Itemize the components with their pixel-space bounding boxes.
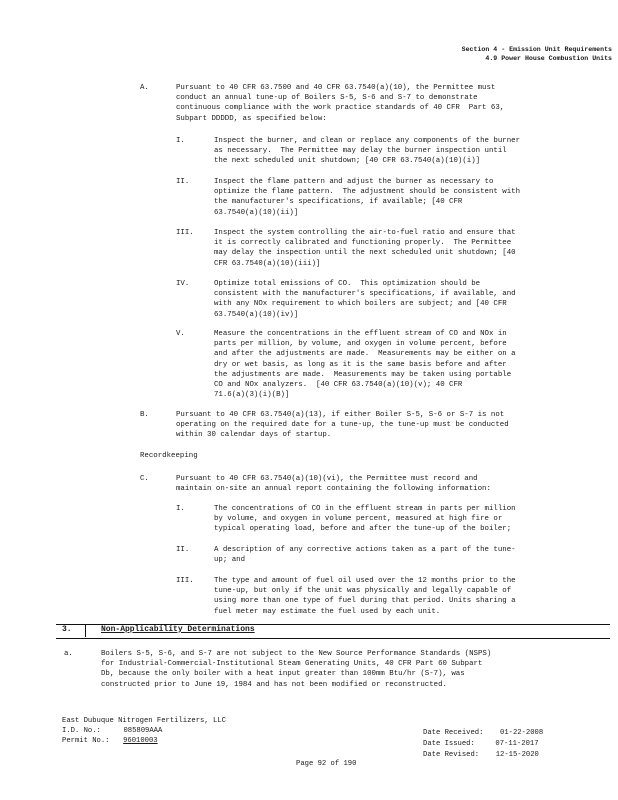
- item-a-i-label: I.: [176, 137, 185, 145]
- item-c-ii-label: II.: [176, 546, 190, 554]
- item-c-iii-label: III.: [176, 577, 194, 585]
- section-3-title: Non-Applicability Determinations: [101, 625, 255, 634]
- item-a-text: Pursuant to 40 CFR 63.7500 and 40 CFR 63.7540(a)(10), the Permittee must conduct an annual tune-up of Boilers S-5, S-6 and S-7 to demonstrate continuous compliance with the work practice standards of 40 CFR Part 63, Subpart DDDDD, as specified below:: [176, 84, 505, 123]
- item-a-v-label: V.: [176, 330, 185, 338]
- footer-permit-label: Permit No.:: [62, 737, 110, 745]
- footer-id-line: [62, 727, 162, 737]
- item-a-v-text: Measure the concentrations in the effluent stream of CO and NOx in parts per million, by volume, and oxygen in volume percent, before and after the adjustments are made. Measurements may be either on a dry or wet basis, as long as it is the same basis before and after the adjustments are made. Measurements may be taken using portable CO and NOx analyzers. [40 CFR 63.7540(a)(10)(v); 40 CFR 71.6(a)(3)(i)(B)]: [214, 330, 516, 400]
- item-a-iii-label: III.: [176, 229, 194, 237]
- item-a-label: A.: [140, 84, 149, 92]
- page-number: Page 92 of 190: [296, 760, 357, 768]
- date-issued-label: Date Issued:: [423, 740, 475, 748]
- footer-permit-value: 96010003: [123, 737, 158, 745]
- header-line-1: Section 4 - Emission Unit Requirements: [461, 46, 612, 53]
- item-b-text: Pursuant to 40 CFR 63.7540(a)(13), if either Boiler S-5, S-6 or S-7 is not operating on the required date for a tune-up, the tune-up must be conducted within 30 calendar days of startup.: [176, 411, 509, 440]
- section-header: [462, 45, 612, 63]
- item-a-iv-text: Optimize total emissions of CO. This optimization should be consistent with the manufacturer's specifications, if available, and with any NOx requirement to which boilers are subject; and [40 CFR 63.7540(a)(10)(iv)]: [214, 280, 516, 319]
- footer-id-value: 085809AAA: [123, 727, 163, 735]
- date-issued-value: 07-11-2017: [495, 740, 539, 748]
- footer-permit-line: [62, 737, 158, 747]
- footer-company: East Dubuque Nitrogen Fertilizers, LLC: [62, 717, 226, 725]
- item-a-i-text: Inspect the burner, and clean or replace any components of the burner as necessary. The Permittee may delay the burner inspection until the next scheduled unit shutdown; [40 CFR 63.7540(a)(10)(i)]: [214, 137, 521, 166]
- footer-date-revised: [423, 751, 539, 761]
- item-a-ii-text: Inspect the flame pattern and adjust the burner as necessary to optimize the flame pattern. The adjustment should be consistent with the manufacturer's specifications, if available; [40 CFR 63.7540(a)(10)(ii)]: [214, 178, 521, 217]
- footer-id-label: I.D. No.:: [62, 727, 101, 735]
- footer-date-received: [423, 729, 543, 739]
- item-c-label: C.: [140, 475, 149, 483]
- item-a-ii-label: II.: [176, 178, 190, 186]
- item-a-iii-text: Inspect the system controlling the air-to-fuel ratio and ensure that it is correctly calibrated and functioning properly. The Permittee may delay the inspection until the next scheduled unit shutdown; [40 CFR 63.7540(a)(10)(iii)]: [214, 229, 516, 268]
- footer-date-issued: [423, 740, 539, 750]
- section-3-item-a-text: Boilers S-5, S-6, and S-7 are not subject to the New Source Performance Standards (NSPS) for Industrial-Commercial-Institutional Steam Generating Units, 40 CFR Part 60 Subpart Db, because the only boiler with a heat input greater than 100mm Btu/hr (S-7), was constructed prior to June 19, 1984 and has not been modified or reconstructed.: [101, 650, 492, 689]
- item-c-text: Pursuant to 40 CFR 63.7540(a)(10)(vi), the Permittee must record and maintain on-site an annual report containing the following information:: [176, 475, 491, 494]
- date-received-label: Date Received:: [423, 729, 484, 737]
- recordkeeping-heading: Recordkeeping: [140, 452, 198, 460]
- item-c-i-label: I.: [176, 505, 185, 513]
- item-c-i-text: The concentrations of CO in the effluent stream in parts per million by volume, and oxygen in volume percent, measured at high fire or typical operating load, before and after the tune-up of the boiler;: [214, 505, 516, 534]
- date-received-value: 01-22-2008: [500, 729, 544, 737]
- item-c-iii-text: The type and amount of fuel oil used over the 12 months prior to the tune-up, but only if the unit was physically and legally capable of using more than one type of fuel during that period. Units sharing a fuel meter may estimate the fuel used by each unit.: [214, 577, 516, 616]
- item-c-ii-text: A description of any corrective actions taken as a part of the tune- up; and: [214, 546, 516, 565]
- item-b-label: B.: [140, 411, 149, 419]
- header-line-2: 4.9 Power House Combustion Units: [485, 55, 612, 62]
- section-3-item-a-label: a.: [64, 650, 73, 658]
- section-3-number: 3.: [56, 625, 86, 637]
- item-a-iv-label: IV.: [176, 280, 190, 288]
- date-revised-value: 12-15-2020: [495, 751, 539, 759]
- date-revised-label: Date Revised:: [423, 751, 480, 759]
